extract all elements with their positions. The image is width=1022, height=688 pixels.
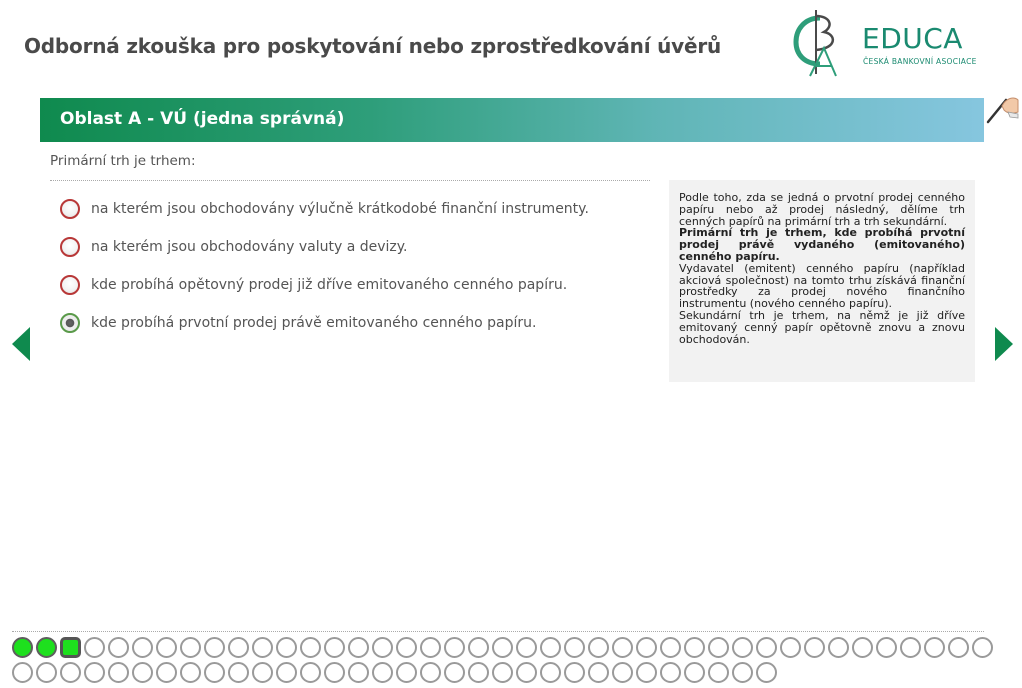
question-dot-25[interactable] (588, 637, 609, 658)
area-header-bar (40, 98, 984, 142)
question-dot-66[interactable] (588, 662, 609, 683)
question-dot-14[interactable] (324, 637, 345, 658)
question-dot-42[interactable] (12, 662, 33, 683)
question-dot-20[interactable] (468, 637, 489, 658)
area-title: Oblast A - VÚ (jedna správná) (60, 109, 345, 129)
question-dot-35[interactable] (828, 637, 849, 658)
question-dot-37[interactable] (876, 637, 897, 658)
answer-option-1[interactable] (60, 199, 620, 223)
question-dot-12[interactable] (276, 637, 297, 658)
logo-wordmark: EDUCA (862, 22, 963, 55)
question-dot-36[interactable] (852, 637, 873, 658)
question-dot-18[interactable] (420, 637, 441, 658)
triangle-left-icon (12, 327, 30, 361)
question-dot-48[interactable] (156, 662, 177, 683)
question-dot-2[interactable] (36, 637, 57, 658)
question-divider (50, 180, 650, 181)
question-dot-24[interactable] (564, 637, 585, 658)
question-dot-43[interactable] (36, 662, 57, 683)
question-dot-22[interactable] (516, 637, 537, 658)
question-dot-11[interactable] (252, 637, 273, 658)
question-dot-31[interactable] (732, 637, 753, 658)
question-dot-39[interactable] (924, 637, 945, 658)
question-dot-55[interactable] (324, 662, 345, 683)
radio-button-1[interactable] (60, 199, 80, 219)
question-dot-62[interactable] (492, 662, 513, 683)
progress-divider (12, 631, 984, 632)
question-dot-40[interactable] (948, 637, 969, 658)
question-dot-34[interactable] (804, 637, 825, 658)
question-dot-73[interactable] (756, 662, 777, 683)
previous-question-button[interactable] (12, 327, 30, 361)
question-dot-15[interactable] (348, 637, 369, 658)
answer-label-4: kde probíhá prvotní prodej právě emitovaného cenného papíru. (91, 315, 537, 331)
cba-logo-mark (790, 8, 850, 78)
explanation-paragraph-2: Primární trh je trhem, kde probíhá prvotní prodej právě vydaného (emitovaného) cenného papíru. (679, 226, 965, 263)
question-dot-4[interactable] (84, 637, 105, 658)
question-dot-50[interactable] (204, 662, 225, 683)
radio-button-2[interactable] (60, 237, 80, 257)
question-dot-45[interactable] (84, 662, 105, 683)
question-dot-28[interactable] (660, 637, 681, 658)
question-dot-56[interactable] (348, 662, 369, 683)
explanation-panel (669, 180, 975, 382)
question-dot-47[interactable] (132, 662, 153, 683)
question-dot-3[interactable] (60, 637, 81, 658)
explanation-paragraph-4: Sekundární trh je trhem, na němž je již dříve emitovaný cenný papír opětovně znovu a znovu obchodován. (679, 308, 965, 346)
question-dot-6[interactable] (132, 637, 153, 658)
question-dot-29[interactable] (684, 637, 705, 658)
question-dot-10[interactable] (228, 637, 249, 658)
question-dot-41[interactable] (972, 637, 993, 658)
question-dot-32[interactable] (756, 637, 777, 658)
question-dot-70[interactable] (684, 662, 705, 683)
answer-option-2[interactable] (60, 237, 620, 261)
question-dot-67[interactable] (612, 662, 633, 683)
question-dot-72[interactable] (732, 662, 753, 683)
question-dot-44[interactable] (60, 662, 81, 683)
page-title: Odborná zkouška pro poskytování nebo zprostředkování úvěrů (24, 34, 722, 58)
question-dot-7[interactable] (156, 637, 177, 658)
radio-button-4-selected[interactable] (60, 313, 80, 333)
question-dot-60[interactable] (444, 662, 465, 683)
answer-option-4[interactable] (60, 313, 620, 337)
question-dot-38[interactable] (900, 637, 921, 658)
question-dot-5[interactable] (108, 637, 129, 658)
question-dot-17[interactable] (396, 637, 417, 658)
writing-hand-icon (984, 92, 1020, 126)
question-dot-57[interactable] (372, 662, 393, 683)
question-dot-19[interactable] (444, 637, 465, 658)
question-dot-51[interactable] (228, 662, 249, 683)
answer-label-2: na kterém jsou obchodovány valuty a devizy. (91, 239, 408, 255)
explanation-paragraph-3: Vydavatel (emitent) cenného papíru (například akciová společnost) na tomto trhu získává finanční prostředky za prodej nového finančního instrumentu (nového cenného papíru). (679, 261, 965, 311)
question-dot-21[interactable] (492, 637, 513, 658)
answer-option-3[interactable] (60, 275, 620, 299)
question-dot-63[interactable] (516, 662, 537, 683)
radio-button-3[interactable] (60, 275, 80, 295)
question-dot-54[interactable] (300, 662, 321, 683)
question-text: Primární trh je trhem: (50, 153, 196, 169)
question-dot-13[interactable] (300, 637, 321, 658)
question-dot-71[interactable] (708, 662, 729, 683)
question-dot-23[interactable] (540, 637, 561, 658)
question-dot-8[interactable] (180, 637, 201, 658)
next-question-button[interactable] (995, 327, 1013, 361)
question-dot-64[interactable] (540, 662, 561, 683)
question-dot-52[interactable] (252, 662, 273, 683)
question-dot-46[interactable] (108, 662, 129, 683)
logo-subtitle: ČESKÁ BANKOVNÍ ASOCIACE (863, 57, 977, 66)
question-dot-69[interactable] (660, 662, 681, 683)
question-dot-1[interactable] (12, 637, 33, 658)
triangle-right-icon (995, 327, 1013, 361)
answer-label-1: na kterém jsou obchodovány výlučně krátkodobé finanční instrumenty. (91, 201, 589, 217)
question-dot-9[interactable] (204, 637, 225, 658)
question-dot-53[interactable] (276, 662, 297, 683)
question-dot-49[interactable] (180, 662, 201, 683)
question-dot-30[interactable] (708, 637, 729, 658)
question-dot-65[interactable] (564, 662, 585, 683)
question-dot-16[interactable] (372, 637, 393, 658)
question-dot-33[interactable] (780, 637, 801, 658)
question-dot-58[interactable] (396, 662, 417, 683)
question-dot-59[interactable] (420, 662, 441, 683)
question-dot-68[interactable] (636, 662, 657, 683)
question-dot-26[interactable] (612, 637, 633, 658)
question-dot-27[interactable] (636, 637, 657, 658)
educa-logo (790, 8, 980, 78)
question-dot-61[interactable] (468, 662, 489, 683)
answer-label-3: kde probíhá opětovný prodej již dříve emitovaného cenného papíru. (91, 277, 568, 293)
explanation-paragraph-1: Podle toho, zda se jedná o prvotní prodej cenného papíru nebo až prodej následný, dělíme trh cenných papírů na primární trh a trh sekundární. (679, 191, 965, 228)
